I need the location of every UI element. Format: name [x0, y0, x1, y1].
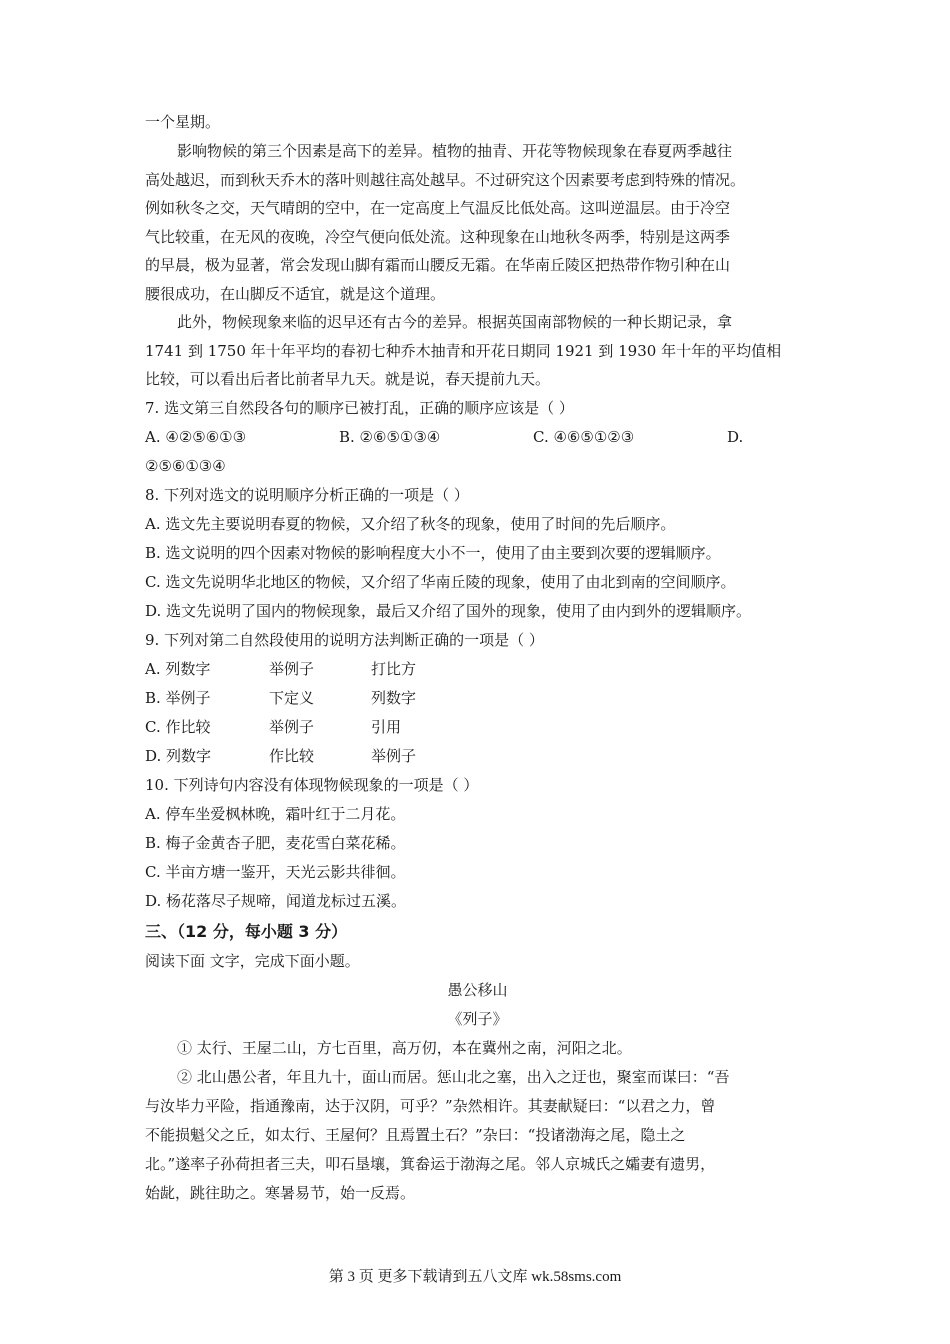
- paragraph-line: 影响物候的第三个因素是高下的差异。植物的抽青、开花等物候现象在春夏两季越往: [177, 142, 733, 160]
- option-d: D. 选文先说明了国内的物候现象，最后又介绍了国外的现象，使用了由内到外的逻辑顺序。: [145, 601, 752, 620]
- option-item: 举例子: [269, 659, 315, 678]
- option-a: A. ④②⑤⑥①③: [145, 427, 247, 446]
- section-title: 三、（12 分，每小题 3 分）: [145, 921, 348, 941]
- paragraph-line: 高处越迟，而到秋天乔木的落叶则越往高处越早。不过研究这个因素要考虑到特殊的情况。: [145, 170, 746, 189]
- paragraph-line: 此外，物候现象来临的迟早还有古今的差异。根据英国南部物候的一种长期记录，拿: [177, 313, 733, 331]
- article-paragraph-2: [145, 1063, 810, 1208]
- paragraph-line: 不能损魁父之丘，如太行、王屋何？且焉置土石？”杂曰：“投诸渤海之尾，隐土之: [145, 1125, 686, 1144]
- option-row: [145, 713, 810, 742]
- option-label: B. 举例子: [145, 688, 211, 707]
- option-item: 作比较: [269, 746, 315, 765]
- option-item: 举例子: [371, 746, 417, 765]
- option-row: [145, 423, 810, 452]
- section-instruction: 阅读下面 文字，完成下面小题。: [145, 951, 360, 970]
- question-10: [145, 771, 810, 916]
- paragraph-line: 比较，可以看出后者比前者早九天。就是说，春天提前九天。: [145, 370, 551, 388]
- option-label: A. 列数字: [145, 659, 211, 678]
- paragraph-line: 始龀，跳往助之。寒暑易节，始一反焉。: [145, 1183, 416, 1202]
- option-d-continuation: ②⑤⑥①③④: [145, 456, 226, 475]
- question-stem: 8. 下列对选文的说明顺序分析正确的一项是（ ）: [145, 485, 469, 504]
- article-title: 愚公移山: [447, 980, 508, 999]
- paragraph-line: 1741 到 1750 年十年平均的春初七种乔木抽青和开花日期同 1921 到 1930 年十年的平均值相: [145, 341, 782, 360]
- option-label: C. 作比较: [145, 717, 211, 736]
- option-row: [145, 684, 810, 713]
- option-row: [145, 655, 810, 684]
- paragraph-4: [145, 308, 810, 394]
- option-item: 列数字: [371, 688, 417, 707]
- paragraph-line: 北。”遂率子孙荷担者三夫，叩石垦壤，箕畚运于渤海之尾。邻人京城氏之孀妻有遗男，: [145, 1154, 716, 1173]
- page-footer: 第 3 页 更多下载请到五八文库 wk.58sms.com: [328, 1269, 622, 1285]
- option-item: 打比方: [371, 659, 417, 678]
- option-item: 下定义: [269, 688, 315, 707]
- paragraph-line: 与汝毕力平险，指通豫南，达于汉阴，可乎？”杂然相许。其妻献疑曰：“以君之力，曾: [145, 1096, 716, 1115]
- option-c: C. 选文先说明华北地区的物候，又介绍了华南丘陵的现象，使用了由北到南的空间顺序。: [145, 572, 736, 591]
- option-d: D.: [727, 427, 744, 446]
- option-c: C. 半亩方塘一鉴开，天光云影共徘徊。: [145, 862, 406, 881]
- article-paragraph-1: ① 太行、王屋二山，方七百里，高万仞，本在冀州之南，河阳之北。: [177, 1038, 632, 1057]
- option-item: 举例子: [269, 717, 315, 736]
- paragraph-line: 气比较重，在无风的夜晚，冷空气便向低处流。这种现象在山地秋冬两季，特别是这两季: [145, 227, 731, 246]
- option-a: A. 选文先主要说明春夏的物候，又介绍了秋冬的现象，使用了时间的先后顺序。: [145, 514, 676, 533]
- option-d: D. 杨花落尽子规啼，闻道龙标过五溪。: [145, 891, 407, 910]
- option-row: [145, 742, 810, 771]
- paragraph-3: [145, 137, 810, 308]
- option-a: A. 停车坐爱枫林晚，霜叶红于二月花。: [145, 804, 406, 823]
- section-3: [145, 916, 810, 1208]
- question-stem: 10. 下列诗句内容没有体现物候现象的一项是（ ）: [145, 775, 479, 794]
- option-b: B. ②⑥⑤①③④: [339, 427, 441, 446]
- paragraph-line: 例如秋冬之交，天气晴朗的空中，在一定高度上气温反比低处高。这叫逆温层。由于冷空: [145, 199, 731, 217]
- paragraph-line: 腰很成功，在山脚反不适宜，就是这个道理。: [145, 284, 446, 303]
- question-stem: 7. 选文第三自然段各句的顺序已被打乱，正确的顺序应该是（ ）: [145, 398, 574, 417]
- question-stem: 9. 下列对第二自然段使用的说明方法判断正确的一项是（ ）: [145, 630, 544, 649]
- question-8: [145, 481, 810, 626]
- document-page: [145, 108, 810, 1208]
- passage-line: 一个星期。: [145, 113, 221, 131]
- paragraph-line: ② 北山愚公者，年且九十，面山而居。惩山北之塞，出入之迂也，聚室而谋曰：“吾: [177, 1067, 730, 1086]
- option-item: 引用: [371, 717, 402, 736]
- option-c: C. ④⑥⑤①②③: [533, 427, 635, 446]
- option-b: B. 选文说明的四个因素对物候的影响程度大小不一，使用了由主要到次要的逻辑顺序。: [145, 543, 721, 562]
- paragraph-line: 的早晨，极为显著，常会发现山脚有霜而山腰反无霜。在华南丘陵区把热带作物引种在山: [145, 256, 731, 274]
- question-9: [145, 626, 810, 771]
- article-source: 《列子》: [447, 1009, 508, 1028]
- option-b: B. 梅子金黄杏子肥，麦花雪白菜花稀。: [145, 833, 406, 852]
- option-label: D. 列数字: [145, 746, 212, 765]
- question-7: [145, 394, 810, 481]
